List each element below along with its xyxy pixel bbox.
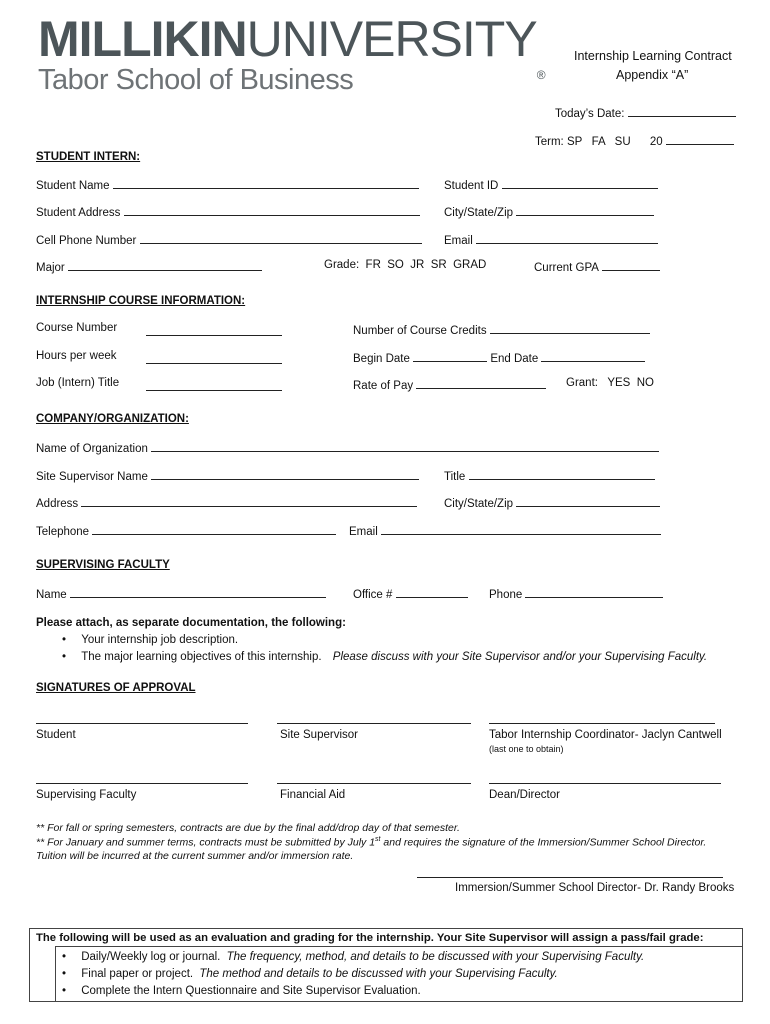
student-intern-heading: STUDENT INTERN: <box>36 151 141 163</box>
company-city-field[interactable] <box>516 495 660 507</box>
cell-phone-field[interactable] <box>140 232 422 244</box>
rate-row <box>353 377 546 392</box>
note-line-1: ** For fall or spring semesters, contracts are due by the final add/drop day of that semester. <box>36 822 460 834</box>
faculty-phone-field[interactable] <box>525 586 663 598</box>
student-address-field[interactable] <box>124 204 420 216</box>
site-supervisor-signature-line[interactable] <box>277 723 471 724</box>
todays-date-label: Today’s Date: <box>555 108 625 120</box>
company-city-label: City/State/Zip <box>444 498 514 510</box>
note-line-2-sup: st <box>375 836 381 843</box>
note-line-2b: and requires the signature of the Immersion/Summer School Director. <box>380 836 707 849</box>
company-address-field[interactable] <box>81 495 417 507</box>
appendix-label: Appendix “A” <box>616 68 689 82</box>
evaluation-item-2 <box>62 968 558 980</box>
cell-phone-row <box>36 232 422 247</box>
grade-options[interactable]: Grade: FR SO JR SR GRAD <box>324 259 487 271</box>
credits-label: Number of Course Credits <box>353 325 487 337</box>
company-phone-label: Telephone <box>36 526 90 538</box>
rate-field[interactable] <box>416 377 546 389</box>
rate-label: Rate of Pay <box>353 380 414 392</box>
registered-mark: ® <box>536 68 545 82</box>
credits-row <box>353 322 650 337</box>
bullet-icon: • <box>62 634 67 646</box>
student-address-row <box>36 204 420 219</box>
faculty-office-row <box>353 586 468 601</box>
student-name-row <box>36 177 419 192</box>
company-heading: COMPANY/ORGANIZATION: <box>36 413 189 425</box>
company-email-label: Email <box>349 526 378 538</box>
signatures-heading: SIGNATURES OF APPROVAL <box>36 682 196 694</box>
evaluation-item-1 <box>62 951 644 963</box>
job-title-field[interactable] <box>146 379 282 391</box>
faculty-name-field[interactable] <box>70 586 326 598</box>
supervisor-title-row <box>444 468 655 483</box>
supervisor-title-field[interactable] <box>469 468 655 480</box>
immersion-signature-label: Immersion/Summer School Director- Dr. Randy Brooks <box>455 882 735 894</box>
todays-date-field[interactable] <box>628 105 736 117</box>
bullet-icon: • <box>62 985 67 997</box>
evaluation-item-2b: The method and details to be discussed with your Supervising Faculty. <box>199 968 558 980</box>
company-address-row <box>36 495 417 510</box>
student-name-field[interactable] <box>113 177 419 189</box>
student-email-row <box>444 232 658 247</box>
student-email-field[interactable] <box>476 232 658 244</box>
financial-aid-signature-line[interactable] <box>277 783 471 784</box>
org-row <box>36 440 659 455</box>
company-email-row <box>349 523 661 538</box>
student-id-label: Student ID <box>444 180 499 192</box>
attach-heading: Please attach, as separate documentation, the following: <box>36 617 346 629</box>
end-date-field[interactable] <box>541 350 645 362</box>
logo-light-text: UNIVERSITY <box>246 11 537 67</box>
faculty-heading: SUPERVISING FACULTY <box>36 559 170 571</box>
financial-aid-signature-label: Financial Aid <box>280 789 346 801</box>
gpa-field[interactable] <box>602 259 660 271</box>
attach-item-1 <box>62 634 238 646</box>
dates-row <box>353 350 645 365</box>
attach-item-2 <box>62 651 707 663</box>
attach-item-2-note: Please discuss with your Site Supervisor and/or your Supervising Faculty. <box>332 651 708 663</box>
term-row <box>535 133 734 148</box>
note-line-3: Tuition will be incurred at the current summer and/or immersion rate. <box>36 850 354 862</box>
evaluation-item-3-text: Complete the Intern Questionnaire and Site Supervisor Evaluation. <box>81 985 421 997</box>
course-number-field[interactable] <box>146 324 282 336</box>
cell-phone-label: Cell Phone Number <box>36 235 137 247</box>
major-field[interactable] <box>68 259 262 271</box>
student-id-row <box>444 177 658 192</box>
term-options[interactable]: SP FA SU <box>566 136 631 148</box>
student-signature-line[interactable] <box>36 723 248 724</box>
gpa-row <box>534 259 660 274</box>
hours-label: Hours per week <box>36 350 117 362</box>
hours-field[interactable] <box>146 352 282 364</box>
coordinator-signature-label: Tabor Internship Coordinator- Jaclyn Cantwell <box>489 729 722 741</box>
bullet-icon: • <box>62 651 67 663</box>
company-email-field[interactable] <box>381 523 661 535</box>
evaluation-item-1a: Daily/Weekly log or journal. <box>81 951 221 963</box>
year-prefix: 20 <box>649 136 663 148</box>
term-label: Term: <box>535 136 564 148</box>
faculty-name-label: Name <box>36 589 67 601</box>
student-email-label: Email <box>444 235 473 247</box>
org-field[interactable] <box>151 440 659 452</box>
evaluation-item-2a: Final paper or project. <box>81 968 194 980</box>
site-supervisor-signature-label: Site Supervisor <box>280 729 358 741</box>
faculty-name-row <box>36 586 326 601</box>
coordinator-note: (last one to obtain) <box>489 744 564 754</box>
evaluation-heading: The following will be used as an evaluation and grading for the internship. Your Site Supervisor will assign a pass/fail grade: <box>36 932 704 944</box>
coordinator-signature-line[interactable] <box>489 723 715 724</box>
attach-item-1-text: Your internship job description. <box>81 634 239 646</box>
attach-item-2-text: The major learning objectives of this internship. <box>81 651 322 663</box>
course-info-heading: INTERNSHIP COURSE INFORMATION: <box>36 295 246 307</box>
faculty-office-field[interactable] <box>396 586 468 598</box>
student-address-label: Student Address <box>36 207 121 219</box>
company-address-label: Address <box>36 498 79 510</box>
evaluation-item-1b: The frequency, method, and details to be discussed with your Supervising Faculty. <box>226 951 645 963</box>
evaluation-item-3 <box>62 985 421 997</box>
student-id-field[interactable] <box>502 177 658 189</box>
supervisor-title-label: Title <box>444 471 466 483</box>
faculty-office-label: Office # <box>353 589 393 601</box>
job-title-label: Job (Intern) Title <box>36 377 120 389</box>
org-label: Name of Organization <box>36 443 148 455</box>
student-signature-label: Student <box>36 729 76 741</box>
site-supervisor-row <box>36 468 419 483</box>
note-line-2a: ** For January and summer terms, contracts must be submitted by July 1 <box>36 836 376 849</box>
major-label: Major <box>36 262 65 274</box>
note-line-2 <box>36 836 706 849</box>
site-supervisor-label: Site Supervisor Name <box>36 471 148 483</box>
student-name-label: Student Name <box>36 180 110 192</box>
immersion-signature-line[interactable] <box>417 877 723 878</box>
student-city-field[interactable] <box>516 204 654 216</box>
student-city-label: City/State/Zip <box>444 207 514 219</box>
year-field[interactable] <box>666 133 734 145</box>
major-row <box>36 259 262 274</box>
logo-bold-text: MILLIKIN <box>38 11 247 67</box>
bullet-icon: • <box>62 951 67 963</box>
site-supervisor-field[interactable] <box>151 468 419 480</box>
begin-date-field[interactable] <box>413 350 487 362</box>
form-title: Internship Learning Contract <box>574 49 732 63</box>
dean-signature-label: Dean/Director <box>489 789 560 801</box>
student-city-row <box>444 204 654 219</box>
company-city-row <box>444 495 660 510</box>
faculty-signature-label: Supervising Faculty <box>36 789 137 801</box>
begin-date-label: Begin Date <box>353 353 410 365</box>
faculty-phone-label: Phone <box>489 589 523 601</box>
credits-field[interactable] <box>490 322 650 334</box>
end-date-label: End Date <box>490 353 539 365</box>
course-number-label: Course Number <box>36 322 118 334</box>
gpa-label: Current GPA <box>534 262 599 274</box>
company-phone-row <box>36 523 336 538</box>
school-name: Tabor School of Business <box>38 64 354 96</box>
faculty-signature-line[interactable] <box>36 783 248 784</box>
dean-signature-line[interactable] <box>489 783 721 784</box>
company-phone-field[interactable] <box>92 523 336 535</box>
todays-date-row <box>555 105 736 120</box>
faculty-phone-row <box>489 586 663 601</box>
grant-options[interactable]: Grant: YES NO <box>566 377 654 389</box>
bullet-icon: • <box>62 968 67 980</box>
